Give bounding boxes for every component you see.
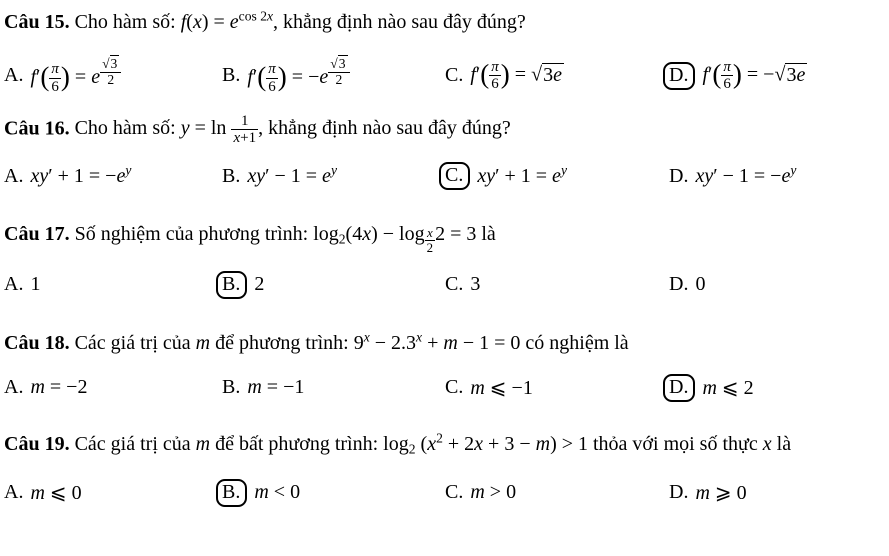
question-prompt: Cho hàm số: $f(x) = e^{cos 2x}$, khẳng định nào sau đây đúng? [74, 8, 526, 33]
question-16-option-d [669, 162, 875, 188]
option-letter: C. [445, 273, 464, 296]
question-prompt: Số nghiệm của phương trình: $\log_2(4x) - \log$ $_{\frac{x}{2}}$ 2 = 3 là [74, 223, 496, 255]
question-19-option-c [445, 481, 669, 504]
option-letter-answer-box: D. [663, 374, 695, 402]
option-formula: m ⩽ 2 [702, 377, 754, 400]
option-formula: m = −1 [247, 376, 305, 399]
option-formula: m ⩾ 0 [695, 482, 747, 505]
question-19-option-d [669, 480, 875, 505]
question-19 [4, 430, 875, 507]
option-formula: 0 [695, 273, 706, 296]
option-letter: A. [4, 481, 24, 504]
question-16 [4, 113, 875, 190]
question-16-option-c [445, 162, 669, 190]
option-formula: m ⩽ −1 [470, 377, 533, 400]
option-formula: f′( $\frac{\pi}{6}$ ) = −√3e [702, 59, 806, 93]
option-letter-answer-box: B. [216, 479, 247, 507]
question-18-option-a [4, 376, 222, 399]
option-formula: $xy' - 1 = -e^y$ [695, 162, 797, 187]
option-letter: D. [669, 481, 689, 504]
question-18-option-c [445, 375, 669, 400]
question-16-option-a [4, 162, 222, 188]
option-formula: f′( $\frac{\pi}{6}$ ) = √3e [470, 59, 562, 93]
options-row [4, 162, 875, 190]
options-row [4, 271, 875, 299]
option-letter: B. [222, 164, 241, 187]
option-formula: $xy' + 1 = e^y$ [477, 162, 567, 187]
question-15-option-d [669, 59, 875, 92]
question-15 [4, 8, 875, 95]
option-formula: f′( $\frac{\pi}{6}$ ) = e $^{\frac{√3}{2}}$ [30, 57, 121, 95]
option-formula: m ⩽ 0 [30, 482, 82, 505]
question-18-option-d [669, 374, 875, 402]
option-letter: A. [4, 164, 24, 187]
question-prompt: Các giá trị của m để phương trình: $9^x - 2.3^x + m - 1 = 0$ có nghiệm là [74, 329, 629, 354]
option-letter: B. [222, 376, 241, 399]
question-17 [4, 220, 875, 299]
question-number: Câu 17. [4, 223, 70, 246]
options-row [4, 374, 875, 402]
option-letter-answer-box: B. [216, 271, 247, 299]
option-letter-answer-box: D. [663, 62, 695, 90]
question-17-option-c [445, 273, 669, 296]
question-15-option-a [4, 57, 222, 95]
options-row [4, 57, 875, 95]
option-letter: C. [445, 64, 464, 87]
option-letter: A. [4, 376, 24, 399]
option-letter: D. [669, 273, 689, 296]
question-number: Câu 15. [4, 11, 70, 33]
option-formula: $xy' - 1 = e^y$ [247, 162, 337, 187]
question-number: Câu 16. [4, 117, 70, 140]
option-letter: A. [4, 64, 24, 87]
option-letter: A. [4, 273, 24, 296]
option-formula: 2 [254, 273, 265, 296]
question-17-option-a [4, 273, 222, 296]
option-formula: 3 [470, 273, 481, 296]
option-formula: f′( $\frac{\pi}{6}$ ) = −e $^{\frac{√3}{2}}$ [247, 57, 349, 95]
question-16-option-b [222, 162, 445, 188]
question-18 [4, 329, 875, 402]
options-row [4, 479, 875, 507]
question-number: Câu 19. [4, 432, 70, 455]
option-formula: m < 0 [254, 481, 301, 504]
option-letter: C. [445, 481, 464, 504]
option-formula: m = −2 [30, 376, 88, 399]
option-letter: B. [222, 64, 241, 87]
option-letter: D. [669, 164, 689, 187]
question-18-option-b [222, 376, 445, 399]
option-formula: $xy' + 1 = -e^y$ [30, 162, 132, 187]
question-19-option-b [222, 479, 445, 507]
question-prompt: Các giá trị của m để bất phương trình: $\log_2 (x^2 + 2x + 3 - m) > 1$ thỏa với mọi số thực x là [74, 430, 792, 457]
option-letter-answer-box: C. [439, 162, 470, 190]
option-letter: C. [445, 376, 464, 399]
question-19-option-a [4, 480, 222, 505]
question-15-option-c [445, 59, 669, 92]
question-number: Câu 18. [4, 331, 70, 354]
option-formula: m > 0 [470, 481, 517, 504]
option-formula: 1 [30, 273, 41, 296]
question-17-option-d [669, 273, 875, 296]
question-15-option-b [222, 57, 445, 95]
question-prompt: Cho hàm số: y = ln $\frac{1}{x+1}$ , khẳng định nào sau đây đúng? [74, 112, 511, 147]
question-17-option-b [222, 271, 445, 299]
